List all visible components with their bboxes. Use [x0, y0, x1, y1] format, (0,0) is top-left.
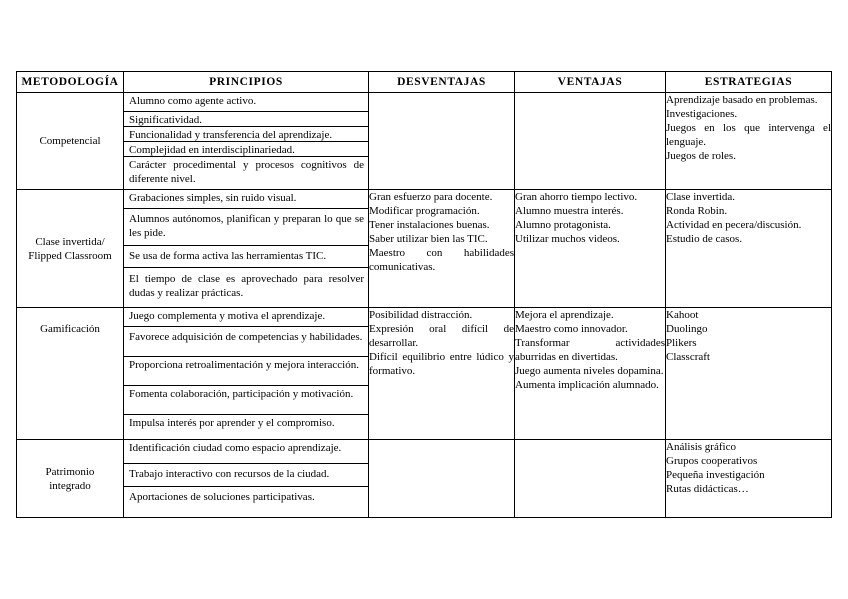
principio-item: Juego complementa y motiva el aprendizaje.	[124, 308, 368, 327]
estrategia-item: Rutas didácticas…	[666, 483, 749, 495]
metodologia-cell	[17, 93, 124, 190]
estrategia-item: Plikers	[666, 337, 697, 349]
estrategia-item: Grupos cooperativos	[666, 455, 758, 467]
ventaja-item: Juego aumenta niveles dopamina.	[515, 365, 664, 377]
table-row-patrimonio	[17, 440, 832, 518]
principio-item: Aportaciones de soluciones participativas.	[129, 491, 315, 503]
header-row	[17, 72, 832, 93]
principio-item: Fomenta colaboración, participación y motivación.	[124, 386, 368, 415]
desventaja-item: Expresión oral difícil de desarrollar.	[369, 323, 514, 349]
estrategia-item: Ronda Robin.	[666, 205, 728, 217]
table-row-gamificacion	[17, 308, 832, 440]
metodologia-name: Competencial	[39, 135, 101, 147]
ventajas-cell	[515, 440, 666, 518]
header-estrategias: ESTRATEGIAS	[666, 72, 832, 93]
desventajas-cell	[369, 308, 515, 440]
metodologia-name: Flipped Classroom	[28, 249, 112, 262]
metodologia-cell	[17, 440, 124, 518]
ventaja-item: Aumenta implicación alumnado.	[515, 379, 659, 391]
principio-item: Alumno como agente activo.	[124, 93, 368, 112]
metodologia-cell	[17, 308, 124, 440]
principio-item: Favorece adquisición de competencias y habilidades.	[124, 327, 368, 357]
estrategia-item: Investigaciones.	[666, 108, 738, 120]
estrategia-item: Juegos de roles.	[666, 150, 736, 162]
estrategia-item: Actividad en pecera/discusión.	[666, 219, 802, 231]
ventaja-item: Alumno protagonista.	[515, 219, 611, 231]
principio-item: Carácter procedimental y procesos cognitivos de diferente nivel.	[129, 159, 364, 185]
header-metodologia: METODOLOGÍA	[17, 72, 124, 93]
principios-cell	[124, 308, 369, 440]
estrategias-cell	[666, 440, 832, 518]
estrategia-item: Juegos en los que intervenga el lenguaje.	[666, 122, 831, 148]
methodology-table	[16, 71, 832, 518]
desventajas-cell	[369, 93, 515, 190]
desventaja-item: Maestro con habilidades comunicativas.	[369, 247, 514, 273]
desventaja-item: Gran esfuerzo para docente.	[369, 191, 493, 203]
metodologia-name: Gamificación	[40, 323, 100, 335]
table-row-clase-invertida	[17, 190, 832, 308]
estrategias-cell	[666, 308, 832, 440]
desventaja-item: Posibilidad distracción.	[369, 309, 473, 321]
principio-item: Grabaciones simples, sin ruido visual.	[124, 190, 368, 209]
principio-item: Se usa de forma activa las herramientas TIC.	[124, 246, 368, 268]
header-principios: PRINCIPIOS	[124, 72, 369, 93]
desventaja-item: Modificar programación.	[369, 205, 480, 217]
estrategia-item: Análisis gráfico	[666, 441, 736, 453]
ventaja-item: Alumno muestra interés.	[515, 205, 624, 217]
estrategia-item: Kahoot	[666, 309, 699, 321]
principio-item: El tiempo de clase es aprovechado para resolver dudas y realizar prácticas.	[129, 273, 364, 299]
estrategias-cell	[666, 190, 832, 308]
principio-item: Funcionalidad y transferencia del aprendizaje.	[124, 127, 368, 142]
estrategia-item: Clase invertida.	[666, 191, 736, 203]
principios-cell	[124, 440, 369, 518]
table-row-competencial	[17, 93, 832, 190]
desventajas-cell	[369, 440, 515, 518]
metodologia-name: Clase invertida/	[35, 235, 105, 248]
ventaja-item: Utilizar muchos videos.	[515, 233, 620, 245]
principio-item: Significatividad.	[124, 112, 368, 127]
desventaja-item: Difícil equilibrio entre lúdico y formativo.	[369, 351, 514, 377]
principio-item: Identificación ciudad como espacio aprendizaje.	[124, 440, 368, 464]
ventajas-cell	[515, 190, 666, 308]
principio-item: Trabajo interactivo con recursos de la ciudad.	[124, 464, 368, 487]
ventaja-item: Mejora el aprendizaje.	[515, 309, 614, 321]
estrategias-cell	[666, 93, 832, 190]
desventaja-item: Saber utilizar bien las TIC.	[369, 233, 488, 245]
principio-item: Alumnos autónomos, planifican y preparan lo que se les pide.	[124, 209, 368, 246]
ventaja-item: Transformar actividades aburridas en divertidas.	[515, 337, 665, 363]
principios-cell	[124, 93, 369, 190]
estrategia-item: Pequeña investigación	[666, 469, 765, 481]
header-desventajas: DESVENTAJAS	[369, 72, 515, 93]
estrategia-item: Duolingo	[666, 323, 708, 335]
ventajas-cell	[515, 308, 666, 440]
header-ventajas: VENTAJAS	[515, 72, 666, 93]
desventaja-item: Tener instalaciones buenas.	[369, 219, 490, 231]
metodologia-cell	[17, 190, 124, 308]
estrategia-item: Estudio de casos.	[666, 233, 743, 245]
principio-item: Proporciona retroalimentación y mejora interacción.	[124, 357, 368, 386]
principios-cell	[124, 190, 369, 308]
ventajas-cell	[515, 93, 666, 190]
metodologia-name: integrado	[49, 479, 91, 492]
estrategia-item: Classcraft	[666, 351, 710, 363]
principio-item: Complejidad en interdisciplinariedad.	[124, 142, 368, 157]
estrategia-item: Aprendizaje basado en problemas.	[666, 94, 818, 106]
principio-item: Impulsa interés por aprender y el compromiso.	[129, 417, 335, 429]
metodologia-name: Patrimonio	[45, 465, 95, 478]
desventajas-cell	[369, 190, 515, 308]
ventaja-item: Gran ahorro tiempo lectivo.	[515, 191, 638, 203]
ventaja-item: Maestro como innovador.	[515, 323, 628, 335]
